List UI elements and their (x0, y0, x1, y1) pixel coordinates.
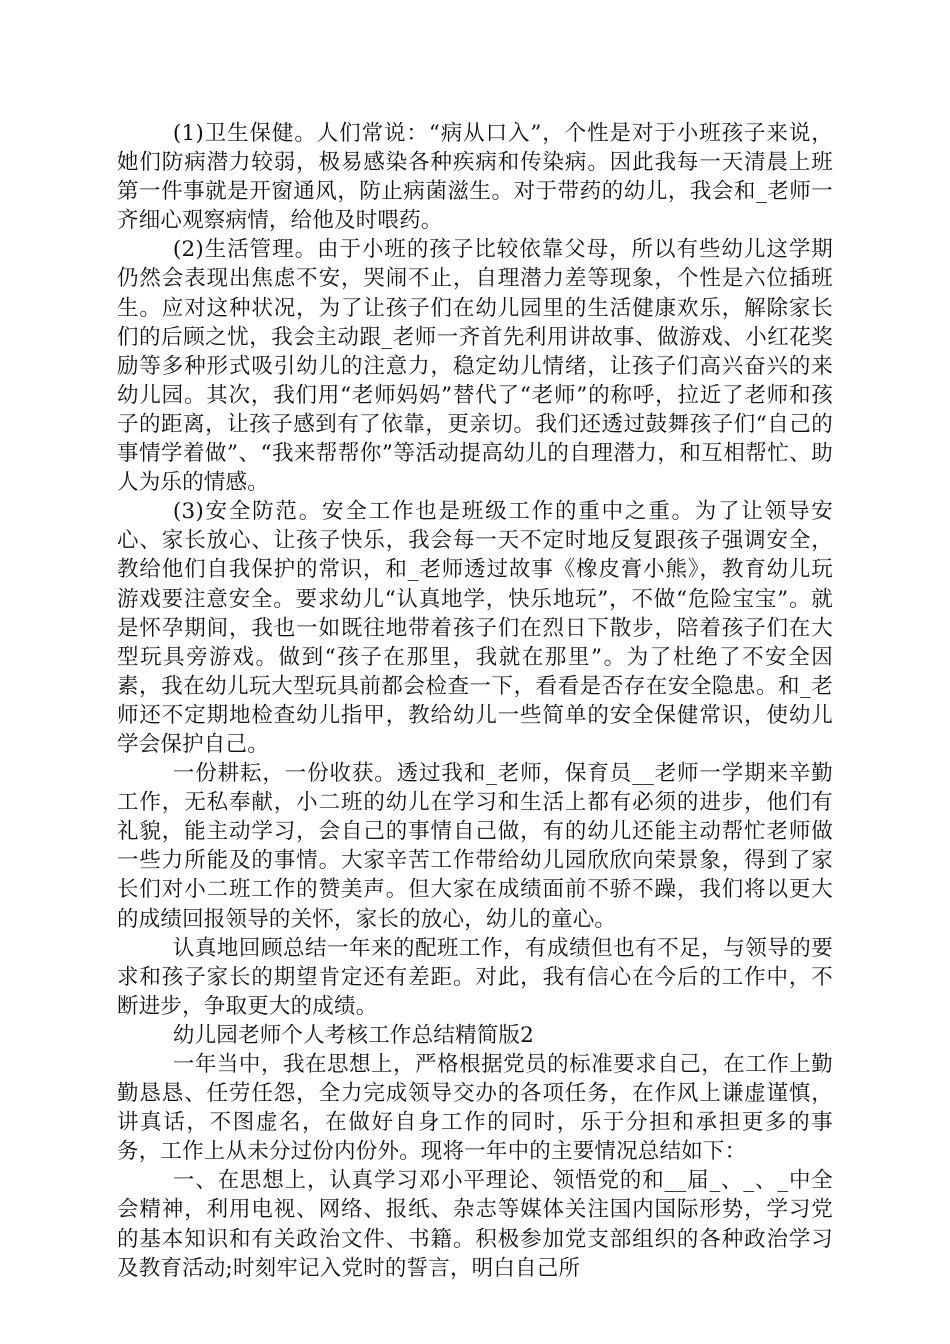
paragraph-hygiene: (1)卫生保健。人们常说：“病从口入”，个性是对于小班孩子来说，她们防病潜力较弱，极易感染各种疾病和传染病。因此我每一天清晨上班第一件事就是开窗通风，防止病菌滋生。对于带药的幼儿，我会和_老师一齐细心观察病情，给他及时喂药。 (117, 121, 833, 234)
section-heading: 幼儿园老师个人考核工作总结精简版2 (172, 1022, 534, 1048)
paragraph-safety: (3)安全防范。安全工作也是班级工作的重中之重。为了让领导安心、家长放心、让孩子快乐，我会每一天不定时地反复跟孩子强调安全，教给他们自我保护的常识，和_老师透过故事《橡皮膏小熊》，教育幼儿玩游戏要注意安全。要求幼儿“认真地学，快乐地玩”，不做“危险宝宝”。就是怀孕期间，我也一如既往地带着孩子们在烈日下散步，陪着孩子们在大型玩具旁游戏。做到“孩子在那里，我就在那里”。为了杜绝了不安全因素，我在幼儿玩大型玩具前都会检查一下，看看是否存在安全隐患。和_老师还不定期地检查幼儿指甲，教给幼儿一些简单的安全保健常识，使幼儿学会保护自己。 (117, 499, 833, 757)
paragraph-harvest: 一份耕耘，一份收获。透过我和_老师，保育员__老师一学期来辛勤工作，无私奉献，小二班的幼儿在学习和生活上都有必须的进步，他们有礼貌，能主动学习，会自己的事情自己做，有的幼儿还能主动帮忙老师做一些力所能及的事情。大家辛苦工作带给幼儿园欣欣向荣景象，得到了家长们对小二班工作的赞美声。但大家在成绩面前不骄不躁，我们将以更大的成绩回报领导的关怀，家长的放心，幼儿的童心。 (117, 761, 833, 932)
paragraph-ideology: 一、在思想上，认真学习邓小平理论、领悟党的和__届_、_、_中全会精神，利用电视、网络、报纸、杂志等媒体关注国内国际形势，学习党的基本知识和有关政治文件、书籍。积极参加党支部组织的各种政治学习及教育活动;时刻牢记入党时的誓言，明白自己所 (117, 1168, 833, 1281)
document-body (117, 119, 833, 1283)
paragraph-year-summary: 一年当中，我在思想上，严格根据党员的标准要求自己，在工作上勤勤恳恳、任劳任怨，全力完成领导交办的各项任务，在作风上谦虚谨慎，讲真话，不图虚名，在做好自身工作的同时，乐于分担和承担更多的事务，工作上从未分过份内份外。现将一年中的主要情况总结如下： (117, 1052, 833, 1165)
paragraph-review: 认真地回顾总结一年来的配班工作，有成绩但也有不足，与领导的要求和孩子家长的期望肯定还有差距。对此，我有信心在今后的工作中，不断进步，争取更大的成绩。 (117, 935, 833, 1019)
paragraph-life-management: (2)生活管理。由于小班的孩子比较依靠父母，所以有些幼儿这学期仍然会表现出焦虑不安，哭闹不止，自理潜力差等现象，个性是六位插班生。应对这种状况，为了让孩子们在幼儿园里的生活健康欢乐，解除家长们的后顾之忧，我会主动跟_老师一齐首先利用讲故事、做游戏、小红花奖励等多种形式吸引幼儿的注意力，稳定幼儿情绪，让孩子们高兴奋兴的来幼儿园。其次，我们用“老师妈妈”替代了“老师”的称呼，拉近了老师和孩子的距离，让孩子感到有了依靠，更亲切。我们还透过鼓舞孩子们“自己的事情学着做”、“我来帮帮你”等活动提高幼儿的自理潜力，和互相帮忙、助人为乐的情感。 (117, 237, 833, 496)
